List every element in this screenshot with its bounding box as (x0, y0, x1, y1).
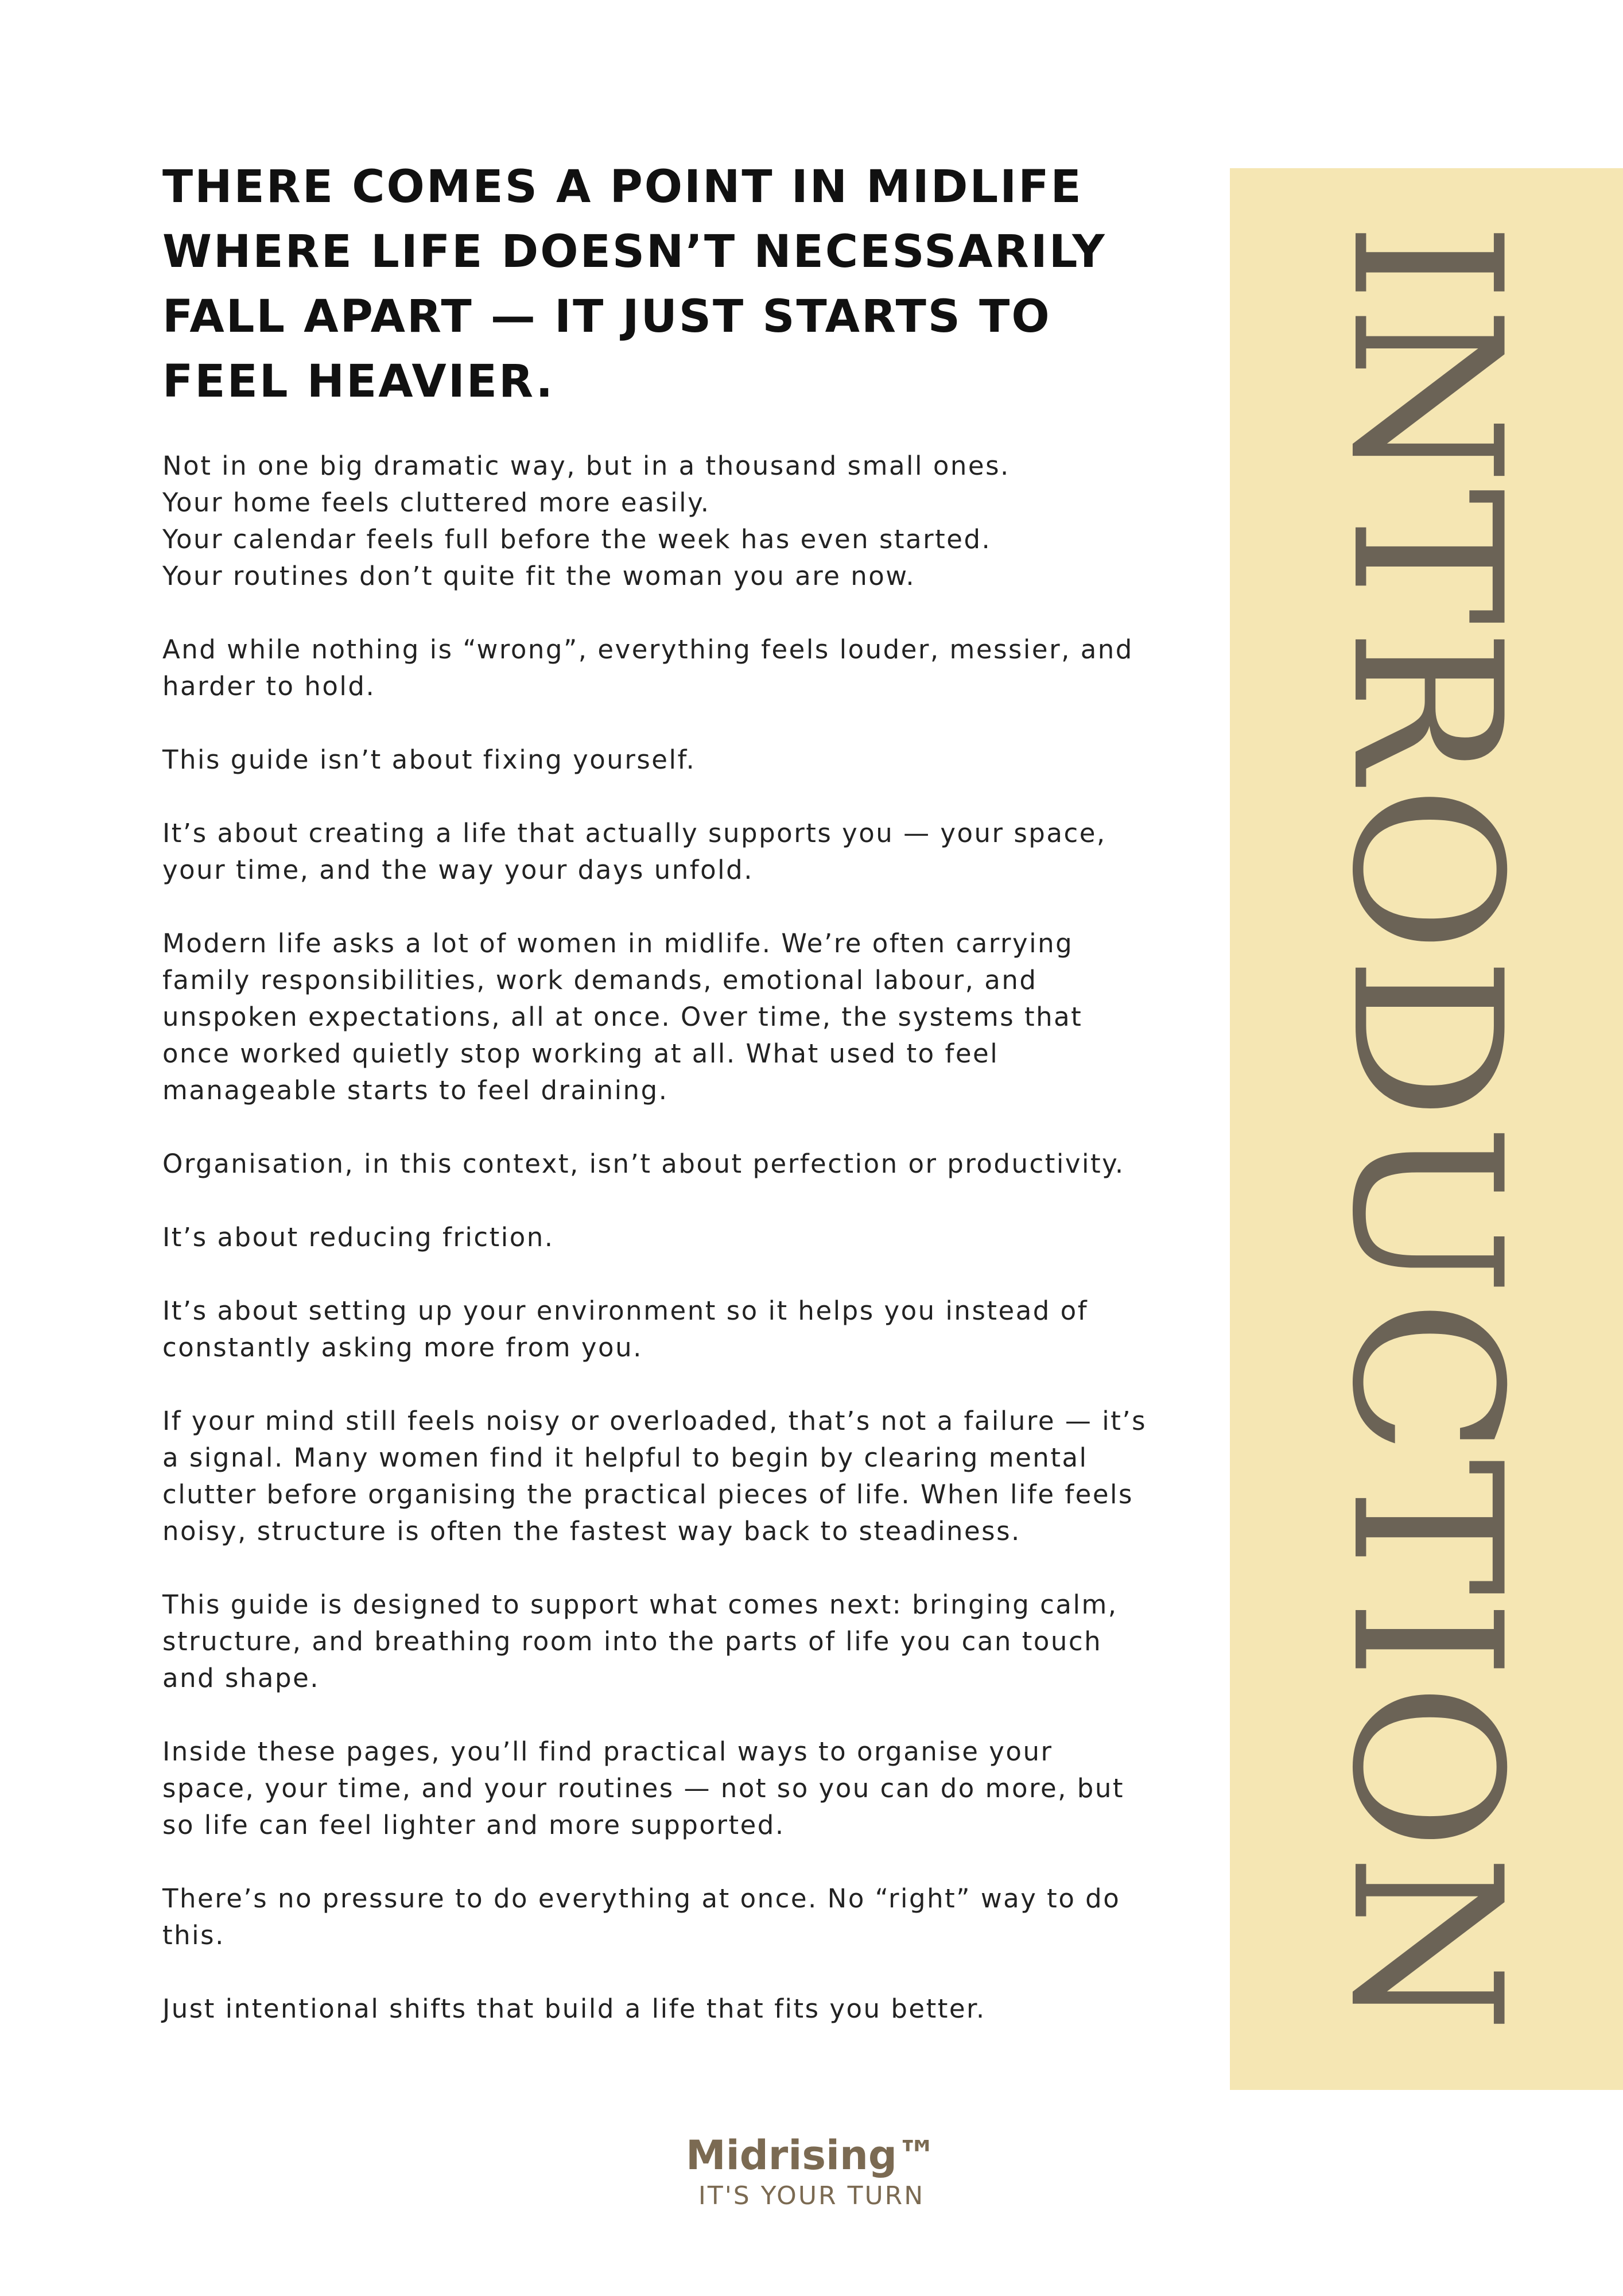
paragraph (162, 1733, 1172, 1844)
paragraph-line: structure, and breathing room into the parts of life you can touch (162, 1626, 1102, 1657)
paragraph (162, 925, 1172, 1109)
paragraph (162, 1403, 1172, 1550)
heading-line: FEEL HEAVIER. (162, 356, 555, 408)
paragraph-line: harder to hold. (162, 671, 376, 701)
paragraph-line: a signal. Many women find it helpful to begin by clearing mental (162, 1442, 1088, 1473)
paragraph-line: Not in one big dramatic way, but in a thousand small ones. (162, 451, 1010, 481)
body-text (162, 448, 1172, 2064)
paragraph-line: unspoken expectations, all at once. Over time, the systems that (162, 1002, 1083, 1032)
paragraph (162, 448, 1172, 595)
brand-tagline: IT'S YOUR TURN (698, 2181, 925, 2210)
paragraph-line: so life can feel lighter and more supported. (162, 1810, 785, 1840)
paragraph-line: noisy, structure is often the fastest way back to steadiness. (162, 1516, 1021, 1546)
paragraph (162, 1880, 1172, 1954)
paragraph (162, 742, 1172, 778)
paragraph (162, 1219, 1172, 1256)
paragraph-line: It’s about reducing friction. (162, 1222, 554, 1252)
paragraph-line: And while nothing is “wrong”, everything feels louder, messier, and (162, 634, 1133, 665)
page-heading (162, 155, 1195, 414)
paragraph (162, 815, 1172, 889)
paragraph-line: once worked quietly stop working at all. What used to feel (162, 1038, 999, 1069)
paragraph-line: constantly asking more from you. (162, 1332, 643, 1363)
paragraph-line: This guide is designed to support what comes next: bringing calm, (162, 1589, 1118, 1620)
paragraph-line: Inside these pages, you’ll find practical ways to organise your (162, 1736, 1053, 1767)
paragraph-line: If your mind still feels noisy or overloaded, that’s not a failure — it’s (162, 1406, 1147, 1436)
heading-line: FALL APART — IT JUST STARTS TO (162, 291, 1051, 343)
paragraph (162, 1293, 1172, 1366)
paragraph-line: Your routines don’t quite fit the woman you are now. (162, 561, 916, 591)
paragraph-line: This guide isn’t about fixing yourself. (162, 744, 696, 775)
paragraph-line: space, your time, and your routines — not so you can do more, but (162, 1773, 1125, 1804)
paragraph (162, 631, 1172, 705)
side-bar (1230, 168, 1623, 2090)
paragraph-line: and shape. (162, 1663, 320, 1693)
paragraph-line: Your home feels cluttered more easily. (162, 487, 710, 518)
heading-line: THERE COMES A POINT IN MIDLIFE (162, 161, 1083, 213)
paragraph-line: your time, and the way your days unfold. (162, 855, 754, 885)
paragraph-line: It’s about creating a life that actually supports you — your space, (162, 818, 1106, 848)
paragraph-line: Your calendar feels full before the week has even started. (162, 524, 992, 554)
paragraph-line: manageable starts to feel draining. (162, 1075, 669, 1106)
paragraph-line: Organisation, in this context, isn’t about perfection or productivity. (162, 1149, 1125, 1179)
paragraph (162, 1991, 1172, 2027)
paragraph (162, 1146, 1172, 1182)
paragraph-line: It’s about setting up your environment so it helps you instead of (162, 1296, 1089, 1326)
paragraph-line: this. (162, 1920, 225, 1950)
paragraph-line: Modern life asks a lot of women in midlife. We’re often carrying (162, 928, 1074, 959)
brand-logo (0, 2131, 1623, 2212)
side-title: INTRODUCTION (1307, 222, 1545, 2037)
paragraph (162, 1587, 1172, 1697)
paragraph-line: clutter before organising the practical pieces of life. When life feels (162, 1479, 1133, 1510)
paragraph-line: family responsibilities, work demands, emotional labour, and (162, 965, 1038, 995)
paragraph-line: There’s no pressure to do everything at once. No “right” way to do (162, 1883, 1121, 1914)
brand-name: Midrising™ (686, 2132, 937, 2179)
heading-line: WHERE LIFE DOESN’T NECESSARILY (162, 226, 1106, 278)
paragraph-line: Just intentional shifts that build a life that fits you better. (162, 1994, 986, 2024)
